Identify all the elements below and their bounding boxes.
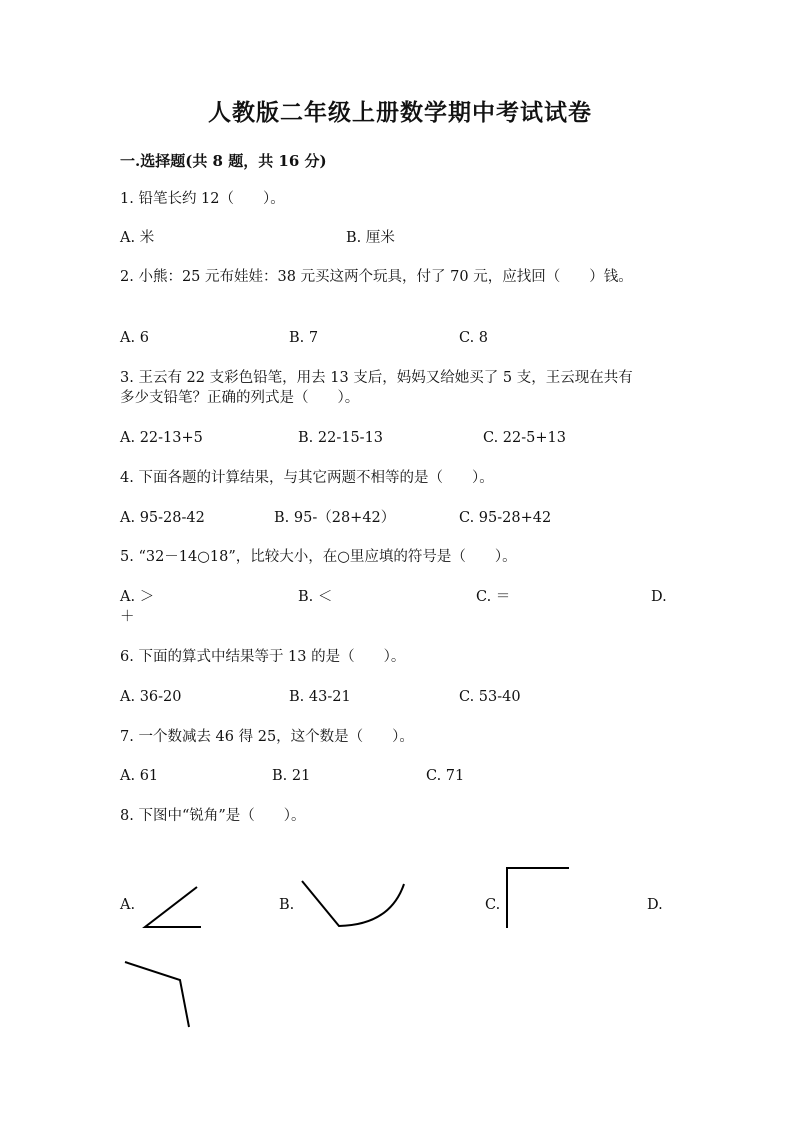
q4-option-b: B. 95-（28+42） [274,510,396,526]
question-5: 5. “32－14○18”，比较大小，在○里应填的符号是（ ）。 [120,549,517,565]
q3-option-a: A. 22-13+5 [120,430,203,446]
q3-option-c: C. 22-5+13 [483,430,566,446]
question-1: 1. 铅笔长约 12（ ）。 [120,191,285,207]
q5-option-d: D. [651,589,667,605]
q2-option-b: B. 7 [289,330,319,346]
section-heading: 一.选择题(共 8 题，共 16 分) [120,152,327,170]
q5-option-a: A. ＞ [120,589,155,605]
angle-a-figure [145,887,201,927]
q1-option-a: A. 米 [120,230,155,246]
question-4: 4. 下面各题的计算结果，与其它两题不相等的是（ ）。 [120,470,494,486]
q5-option-b: B. ＜ [298,589,333,605]
q7-option-b: B. 21 [272,768,311,784]
q6-option-c: C. 53-40 [459,689,521,705]
question-3-line-2: 多少支铅笔？正确的列式是（ ）。 [120,390,360,406]
question-7: 7. 一个数减去 46 得 25，这个数是（ ）。 [120,729,414,745]
q8-option-b: B. [279,897,295,913]
q5-option-c: C. ＝ [476,589,511,605]
angle-d-figure [125,962,189,1027]
question-6: 6. 下面的算式中结果等于 13 的是（ ）。 [120,649,406,665]
question-8: 8. 下图中“锐角”是（ ）。 [120,808,306,824]
angle-c-figure [507,868,569,928]
q4-option-c: C. 95-28+42 [459,510,552,526]
q7-option-c: C. 71 [426,768,465,784]
q2-option-c: C. 8 [459,330,489,346]
angle-b-figure [302,881,404,926]
q7-option-a: A. 61 [120,768,159,784]
q1-option-b: B. 厘米 [346,230,395,246]
q6-option-a: A. 36-20 [120,689,182,705]
question-2: 2. 小熊：25 元布娃娃：38 元买这两个玩具，付了 70 元，应找回（ ）钱。 [120,269,633,285]
q8-option-d: D. [647,897,663,913]
q5-option-d-symbol: ＋ [120,609,135,625]
q2-option-a: A. 6 [120,330,149,346]
q8-option-a: A. [120,897,136,913]
q3-option-b: B. 22-15-13 [298,430,384,446]
question-3-line-1: 3. 王云有 22 支彩色铅笔，用去 13 支后，妈妈又给她买了 5 支，王云现在共有 [120,370,633,386]
q8-option-c: C. [485,897,501,913]
q4-option-a: A. 95-28-42 [120,510,205,526]
page-title: 人教版二年级上册数学期中考试试卷 [208,99,592,126]
q6-option-b: B. 43-21 [289,689,351,705]
